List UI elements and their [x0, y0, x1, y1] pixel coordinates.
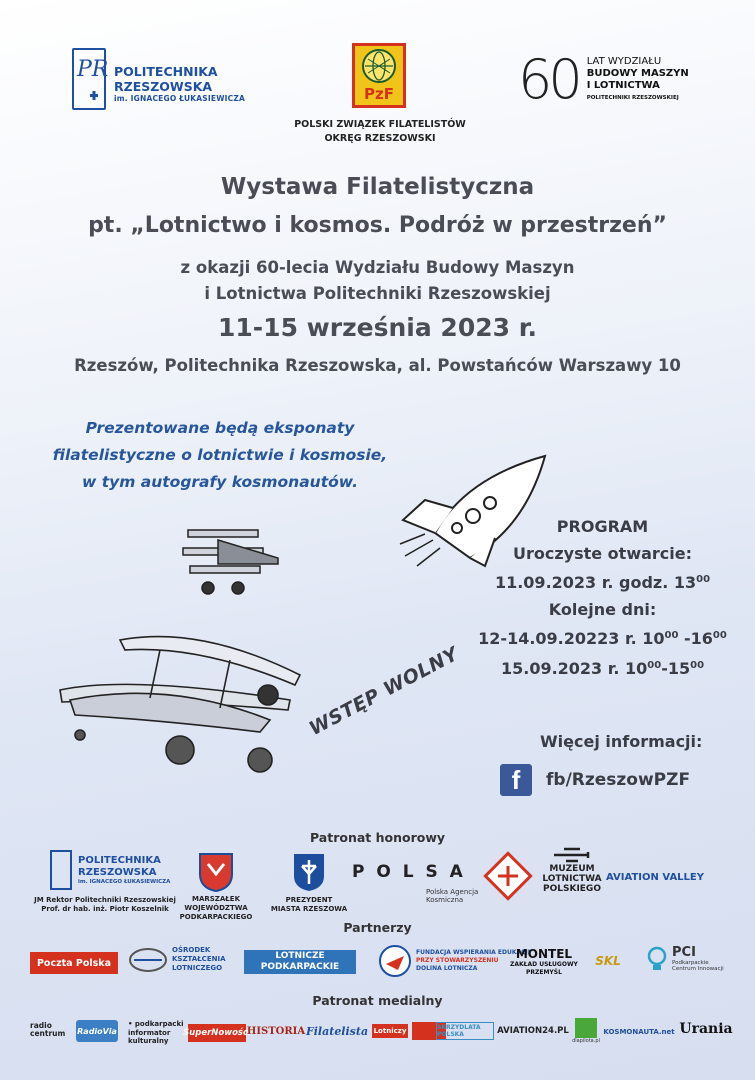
politechnika-logo — [72, 48, 245, 110]
sixty-years-logo — [518, 48, 689, 111]
historia-logo: HISTORIA — [246, 1025, 306, 1037]
pci-name: PCI — [672, 945, 696, 960]
politechnika-emblem-icon — [72, 48, 109, 110]
informator-line3: kulturalny — [128, 1037, 169, 1045]
facebook-link[interactable] — [500, 764, 690, 796]
politechnika-name-2: RZESZOWSKA — [78, 867, 157, 878]
exhibition-subtitle: pt. „Lotnictwo i kosmos. Podróż w przestrzeń” — [88, 213, 667, 238]
lotnicze-podkarpackie-logo — [244, 950, 356, 974]
biplane-illustration — [50, 620, 310, 780]
occasion-line2: i Lotnictwa Politechniki Rzeszowskiej — [204, 284, 551, 303]
sixty-line2: BUDOWY MASZYN — [586, 68, 689, 79]
montel-line3: PRZEMYŚL — [525, 969, 562, 976]
dlapilota-name: dlapilota.pl — [572, 1038, 600, 1044]
marszalek-line1: MARSZAŁEK — [191, 895, 240, 903]
osrodek-line3: LOTNICZEGO — [172, 964, 223, 972]
pci-sub2: Centrum Innowacji — [672, 966, 724, 972]
partners-heading: Partnerzy — [343, 920, 412, 935]
sixty-number: 60 — [518, 48, 579, 111]
politechnika-name-1: POLITECHNIKA — [78, 855, 161, 866]
pci-sub1: Podkarpackie — [672, 960, 709, 966]
opening-label: Uroczyste otwarcie: — [512, 543, 693, 563]
globe-icon — [362, 49, 396, 83]
program-section — [460, 514, 745, 682]
radio-via-logo: RadioVia — [76, 1020, 118, 1042]
marszalek-line3: PODKARPACKIEGO — [179, 913, 253, 921]
honorary-politechnika — [30, 850, 180, 914]
aviation-valley-logo: AVIATION VALLEY — [606, 872, 704, 883]
fundacja-line1: FUNDACJA WSPIERANIA EDUKACJI — [416, 949, 531, 956]
occasion-line1: z okazji 60-lecia Wydziału Budowy Maszyn — [180, 258, 575, 277]
exhibition-dates: 11-15 września 2023 r. — [218, 313, 537, 342]
muzeum-line3: POLSKIEGO — [543, 884, 601, 894]
politechnika-sub: im. IGNACEGO ŁUKASIEWICZA — [114, 94, 246, 103]
politechnika-sub: im. IGNACEGO ŁUKASIEWICZA — [78, 879, 171, 885]
plane-icon — [552, 846, 592, 864]
polsa-sub1: Polska Agencja — [426, 888, 479, 896]
skrzydlata-logo: SKRZYDLATA POLSKA — [436, 1022, 494, 1040]
occasion-text — [0, 255, 755, 307]
urania-logo: Urania — [679, 1021, 733, 1037]
lightbulb-icon — [646, 946, 668, 972]
lotnicze-line2: PODKARPACKIE — [260, 962, 340, 972]
lotnicze-line1: LOTNICZE — [275, 951, 325, 961]
coat-of-arms-icon — [198, 852, 234, 892]
honorary-patronage-heading: Patronat honorowy — [309, 830, 446, 845]
media-patronage-heading: Patronat medialny — [312, 993, 443, 1008]
pzf-logo — [352, 43, 406, 108]
lotniczy-logo: Lotniczy — [372, 1024, 408, 1038]
fundacja-emblem-icon — [378, 944, 412, 978]
pzf-caption-line2: OKRĘG RZESZOWSKI — [324, 133, 436, 144]
radio-centrum-line2: centrum — [30, 1029, 66, 1038]
politechnika-name-2: RZESZOWSKA — [114, 79, 213, 94]
radio-centrum-line1: radio — [30, 1021, 52, 1030]
rektor-line1: JM Rektor Politechniki Rzeszowskiej — [34, 896, 176, 904]
informator-logo — [128, 1020, 184, 1046]
polsa-logo — [352, 862, 482, 904]
exhibition-title: Wystawa Filatelistyczna — [220, 174, 535, 200]
facebook-icon[interactable]: f — [500, 764, 532, 796]
next-days-2: 15.09.2023 r. $10^{00}-15^{00}$ — [500, 658, 705, 678]
rzeszow-crest-icon — [292, 852, 326, 892]
polsa-name: P O L S A — [352, 862, 466, 882]
polsa-sub2: Kosmiczna — [426, 896, 464, 904]
filatelista-logo: Filatelista — [305, 1024, 369, 1038]
pzf-logo-text: PzF — [364, 85, 394, 103]
sixty-line4: POLITECHNIKI RZESZOWSKIEJ — [586, 95, 679, 101]
poczta-polska-logo: Poczta Polska — [30, 952, 118, 974]
osrodek-logo — [128, 946, 225, 973]
pzf-caption-line1: POLSKI ZWIĄZEK FILATELISTÓW — [294, 119, 466, 130]
svg-text:PR: PR — [77, 57, 109, 82]
next-days-1: 12-14.09.20223 r. $10^{00}$ $-16^{00}$ — [478, 629, 727, 648]
sixty-line3: I LOTNICTWA — [586, 80, 660, 91]
informator-line1: • podkarpacki — [128, 1020, 184, 1028]
opening-date: 11.09.2023 r. godz. $13^{00}$ — [494, 573, 711, 592]
free-entry-label: WSTĘP WOLNY — [305, 642, 463, 740]
politechnika-name-1: POLITECHNIKA — [114, 64, 218, 79]
prezydent-line1: PREZYDENT — [285, 896, 333, 904]
triplane-illustration — [178, 520, 288, 600]
exhibition-place: Rzeszów, Politechnika Rzeszowska, al. Powstańców Warszawy 10 — [74, 356, 681, 375]
marszalek-logo — [178, 852, 254, 922]
dlapilota-logo — [572, 1018, 600, 1044]
rektor-line2: Prof. dr hab. inż. Piotr Koszelnik — [41, 905, 169, 913]
radio-centrum-logo — [30, 1022, 65, 1038]
informator-line2: informator — [128, 1028, 171, 1037]
montel-logo — [510, 948, 578, 977]
fundacja-line2: PRZY STOWARZYSZENIU — [416, 957, 499, 964]
skl-logo: SKL — [595, 954, 621, 968]
prezydent-line2: MIASTA RZESZOWA — [270, 905, 348, 913]
facebook-handle[interactable]: fb/RzeszowPZF — [546, 770, 691, 790]
fundacja-logo — [378, 944, 530, 978]
osrodek-emblem-icon — [128, 947, 168, 973]
muzeum-logo — [542, 846, 602, 894]
program-heading: PROGRAM — [556, 517, 649, 536]
intro-text — [30, 415, 410, 496]
dlapilota-emblem-icon — [575, 1018, 597, 1038]
aviation24-logo: AVIATION24.PL — [497, 1026, 569, 1036]
pzf-caption — [250, 118, 510, 146]
next-days-label: Kolejne dni: — [548, 599, 657, 619]
politechnika-emblem-icon — [50, 850, 72, 890]
intro-line2: filatelistyczne o lotnictwie i kosmosie, — [52, 446, 388, 464]
montel-name: MONTEL — [515, 947, 573, 961]
osrodek-line1: OŚRODEK — [172, 946, 211, 954]
intro-line1: Prezentowane będą eksponaty — [85, 419, 355, 437]
more-info-label: Więcej informacji: — [540, 732, 703, 751]
pci-logo — [646, 946, 724, 972]
muzeum-line2: LOTNICTWA — [542, 874, 602, 884]
super-nowosci-logo: SuperNowości — [188, 1024, 246, 1042]
aeroclub-icon — [484, 852, 532, 900]
intro-line3: w tym autografy kosmonautów. — [81, 473, 358, 491]
marszalek-line2: WOJEWÓDZTWA — [184, 904, 248, 912]
muzeum-line1: MUZEUM — [549, 864, 595, 874]
montel-line2: ZAKŁAD USŁUGOWY — [510, 961, 578, 968]
osrodek-line2: KSZTAŁCENIA — [172, 955, 226, 963]
sixty-line1: LAT WYDZIAŁU — [586, 56, 662, 67]
prezydent-logo — [266, 852, 352, 914]
kosmonauta-logo: KOSMONAUTA.net — [603, 1028, 675, 1036]
fundacja-line3: DOLINA LOTNICZA — [416, 965, 478, 972]
